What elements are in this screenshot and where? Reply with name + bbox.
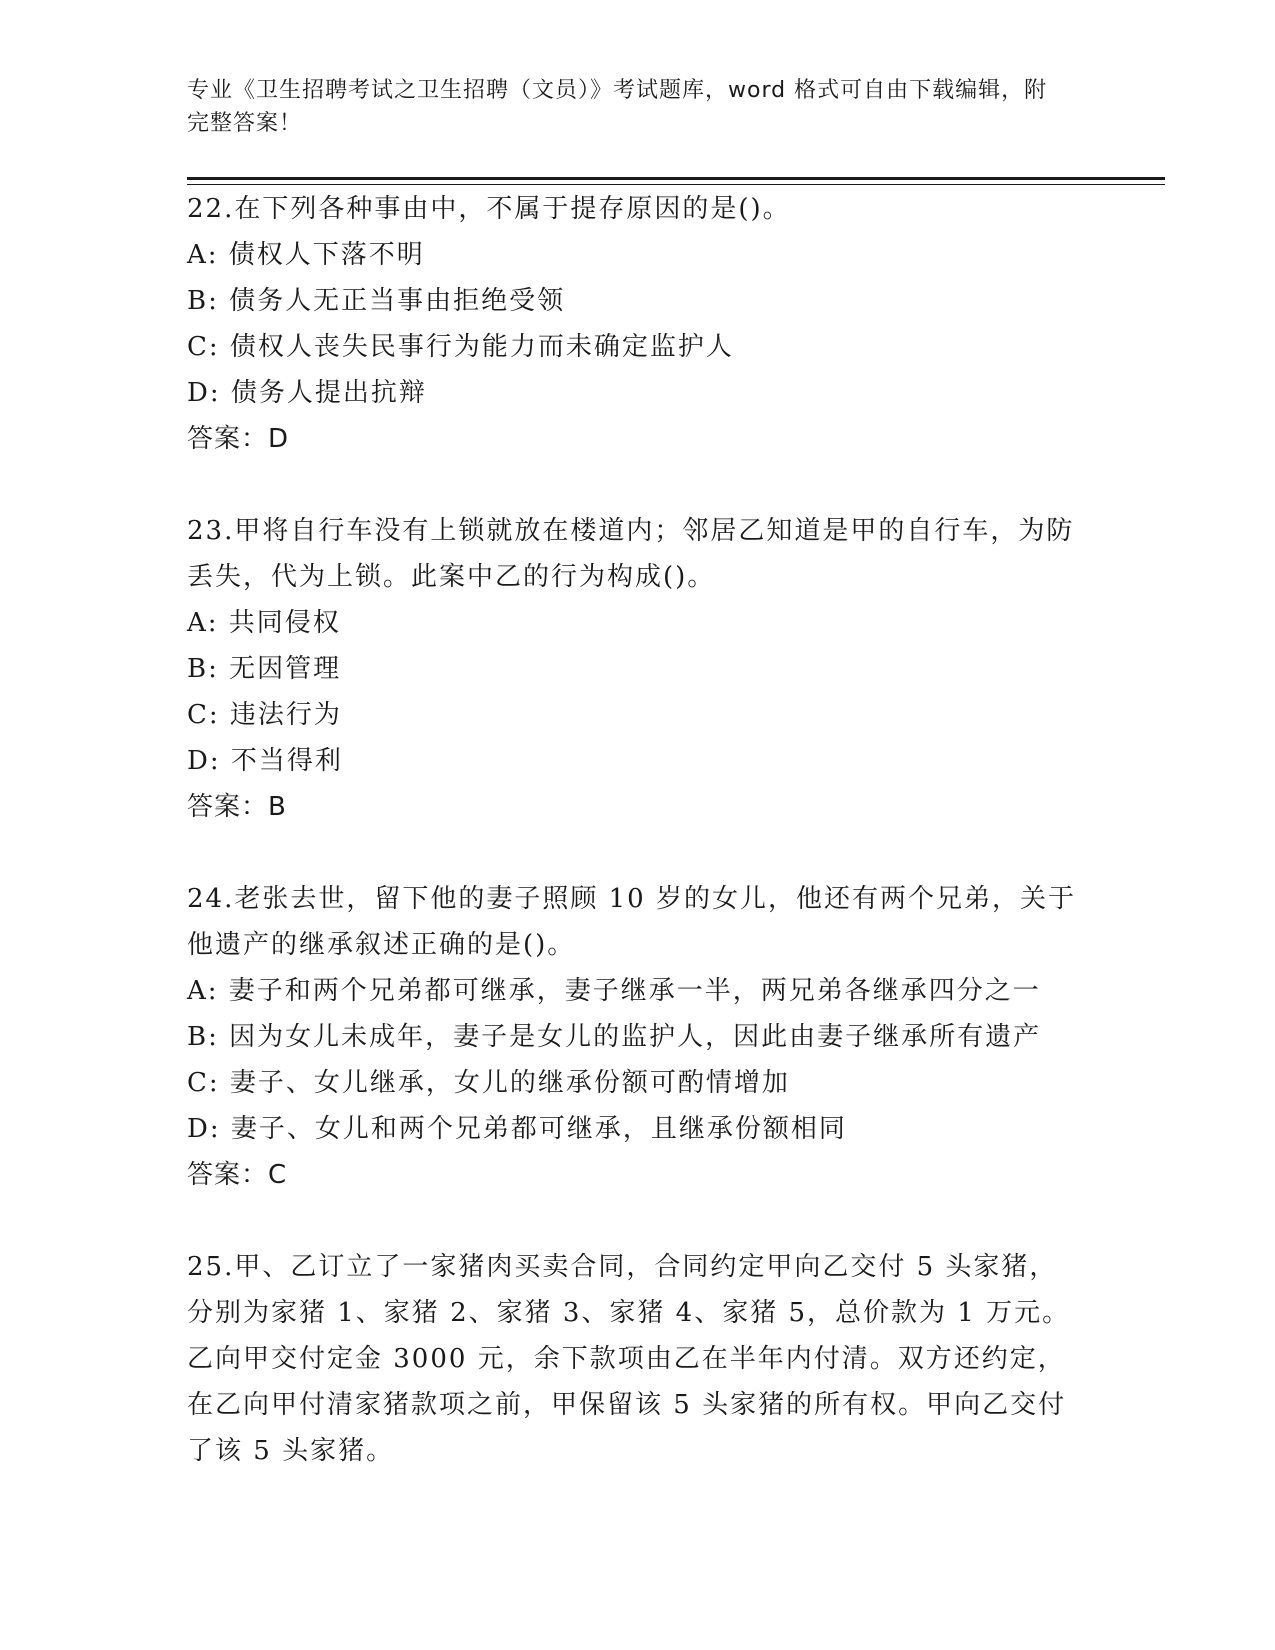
answer-line: 答案：B xyxy=(187,792,287,822)
option-d: D: 不当得利 xyxy=(187,746,343,776)
option-d: D: 妻子、女儿和两个兄弟都可继承，且继承份额相同 xyxy=(187,1114,847,1144)
option-c: C: 债权人丧失民事行为能力而未确定监护人 xyxy=(187,332,734,362)
option-a: A: 妻子和两个兄弟都可继承，妻子继承一半，两兄弟各继承四分之一 xyxy=(187,976,1041,1006)
option-a: A: 共同侵权 xyxy=(187,608,341,638)
option-b: B: 无因管理 xyxy=(187,654,342,684)
question-stem: 25.甲、乙订立了一家猪肉买卖合同，合同约定甲向乙交付 5 头家猪，分别为家猪 1、家猪 2、家猪 3、家猪 4、家猪 5，总价款为 1 万元。乙向甲交付定金 3000 元，余下款项由乙在半年内付清。双方还约定，在乙向甲付清家猪款项之前，甲保留该 5 头家猪的所有权。甲向乙交付了该 5 头家猪。 xyxy=(187,1252,1071,1466)
header-divider-thick xyxy=(187,177,1165,180)
option-d: D: 债务人提出抗辩 xyxy=(187,378,427,408)
option-b: B: 债务人无正当事由拒绝受领 xyxy=(187,286,566,316)
option-a: A: 债权人下落不明 xyxy=(187,240,425,270)
option-c: C: 违法行为 xyxy=(187,700,342,730)
answer-line: 答案：C xyxy=(187,1160,288,1190)
document-header: 专业《卫生招聘考试之卫生招聘（文员）》考试题库，word 格式可自由下载编辑，附完整答案！ xyxy=(187,78,1048,136)
question-24 xyxy=(187,876,1087,1198)
answer-line: 答案：D xyxy=(187,424,290,454)
question-stem: 22.在下列各种事由中，不属于提存原因的是()。 xyxy=(187,194,791,224)
question-stem: 24.老张去世，留下他的妻子照顾 10 岁的女儿，他还有两个兄弟，关于他遗产的继承叙述正确的是()。 xyxy=(187,884,1076,960)
question-25 xyxy=(187,1244,1087,1474)
question-22 xyxy=(187,186,1087,462)
header-divider-thin xyxy=(187,184,1165,185)
question-23 xyxy=(187,508,1087,830)
question-list xyxy=(187,186,1087,1520)
option-c: C: 妻子、女儿继承，女儿的继承份额可酌情增加 xyxy=(187,1068,790,1098)
option-b: B: 因为女儿未成年，妻子是女儿的监护人，因此由妻子继承所有遗产 xyxy=(187,1022,1042,1052)
question-stem: 23.甲将自行车没有上锁就放在楼道内；邻居乙知道是甲的自行车，为防丢失，代为上锁。此案中乙的行为构成()。 xyxy=(187,516,1075,592)
